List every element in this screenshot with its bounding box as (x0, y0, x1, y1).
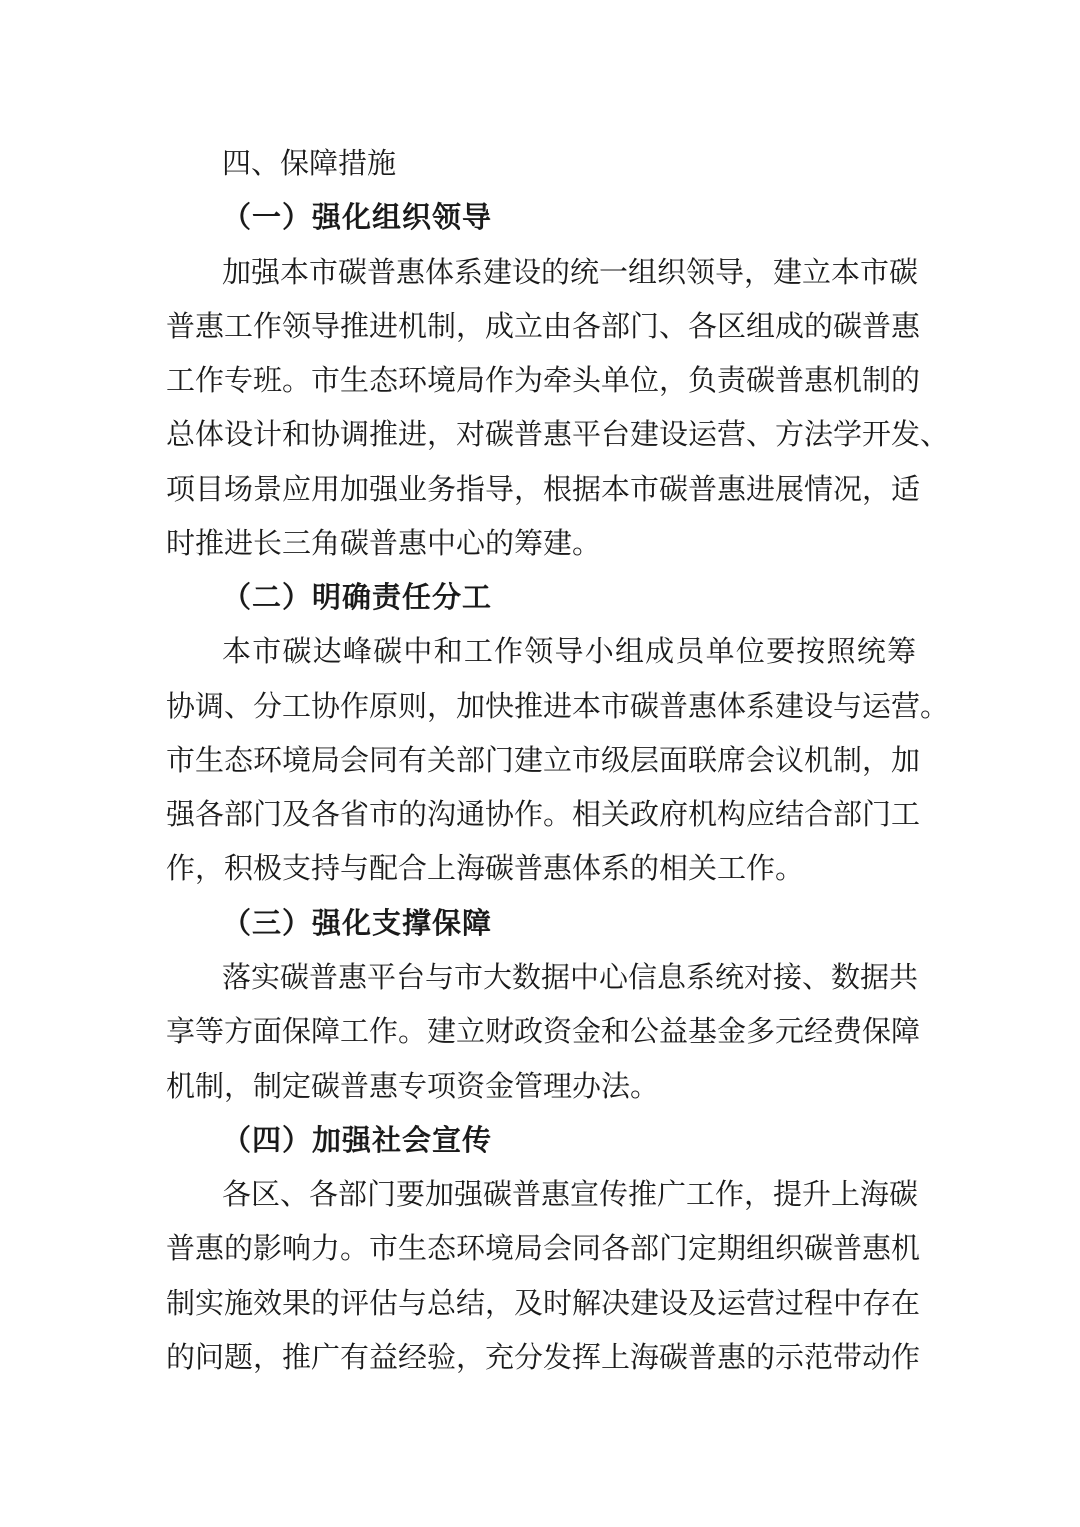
subsection-heading-3: （三）强化支撑保障 (222, 905, 493, 940)
paragraph-line: 的问题，推广有益经验，充分发挥上海碳普惠的示范带动作 (166, 1339, 921, 1374)
section-title: 四、保障措施 (222, 146, 397, 180)
paragraph-4 (166, 1167, 921, 1384)
paragraph-line: 各区、各部门要加强碳普惠宣传推广工作，提升上海碳 (222, 1177, 919, 1212)
subsection-heading-2: （二）明确责任分工 (222, 580, 493, 615)
paragraph-line: 市生态环境局会同有关部门建立市级层面联席会议机制，加 (166, 742, 921, 777)
paragraph-line: 作，积极支持与配合上海碳普惠体系的相关工作。 (166, 851, 805, 886)
paragraph-1 (166, 245, 950, 571)
paragraph-line: 工作专班。市生态环境局作为牵头单位，负责碳普惠机制的 (166, 363, 921, 398)
document-page (166, 136, 950, 1384)
paragraph-line: 普惠的影响力。市生态环境局会同各部门定期组织碳普惠机 (166, 1231, 921, 1266)
paragraph-line: 总体设计和协调推进，对碳普惠平台建设运营、方法学开发、 (166, 417, 950, 452)
subsection-heading-4: （四）加强社会宣传 (222, 1122, 493, 1157)
paragraph-line: 本市碳达峰碳中和工作领导小组成员单位要按照统筹 (222, 634, 916, 669)
paragraph-line: 机制，制定碳普惠专项资金管理办法。 (166, 1068, 660, 1103)
paragraph-line: 加强本市碳普惠体系建设的统一组织领导，建立本市碳 (222, 254, 919, 289)
paragraph-line: 时推进长三角碳普惠中心的筹建。 (166, 525, 602, 560)
paragraph-line: 落实碳普惠平台与市大数据中心信息系统对接、数据共 (222, 959, 919, 994)
subsection-heading-1: （一）强化组织领导 (222, 200, 493, 235)
paragraph-line: 项目场景应用加强业务指导，根据本市碳普惠进展情况，适 (166, 471, 921, 506)
paragraph-line: 强各部门及各省市的沟通协作。相关政府机构应结合部门工 (166, 797, 921, 832)
paragraph-line: 普惠工作领导推进机制，成立由各部门、各区组成的碳普惠 (166, 308, 921, 343)
paragraph-line: 协调、分工协作原则，加快推进本市碳普惠体系建设与运营。 (166, 688, 950, 723)
paragraph-3 (166, 950, 921, 1113)
paragraph-2 (166, 624, 950, 895)
paragraph-line: 享等方面保障工作。建立财政资金和公益基金多元经费保障 (166, 1014, 921, 1049)
paragraph-line: 制实施效果的评估与总结，及时解决建设及运营过程中存在 (166, 1285, 921, 1320)
